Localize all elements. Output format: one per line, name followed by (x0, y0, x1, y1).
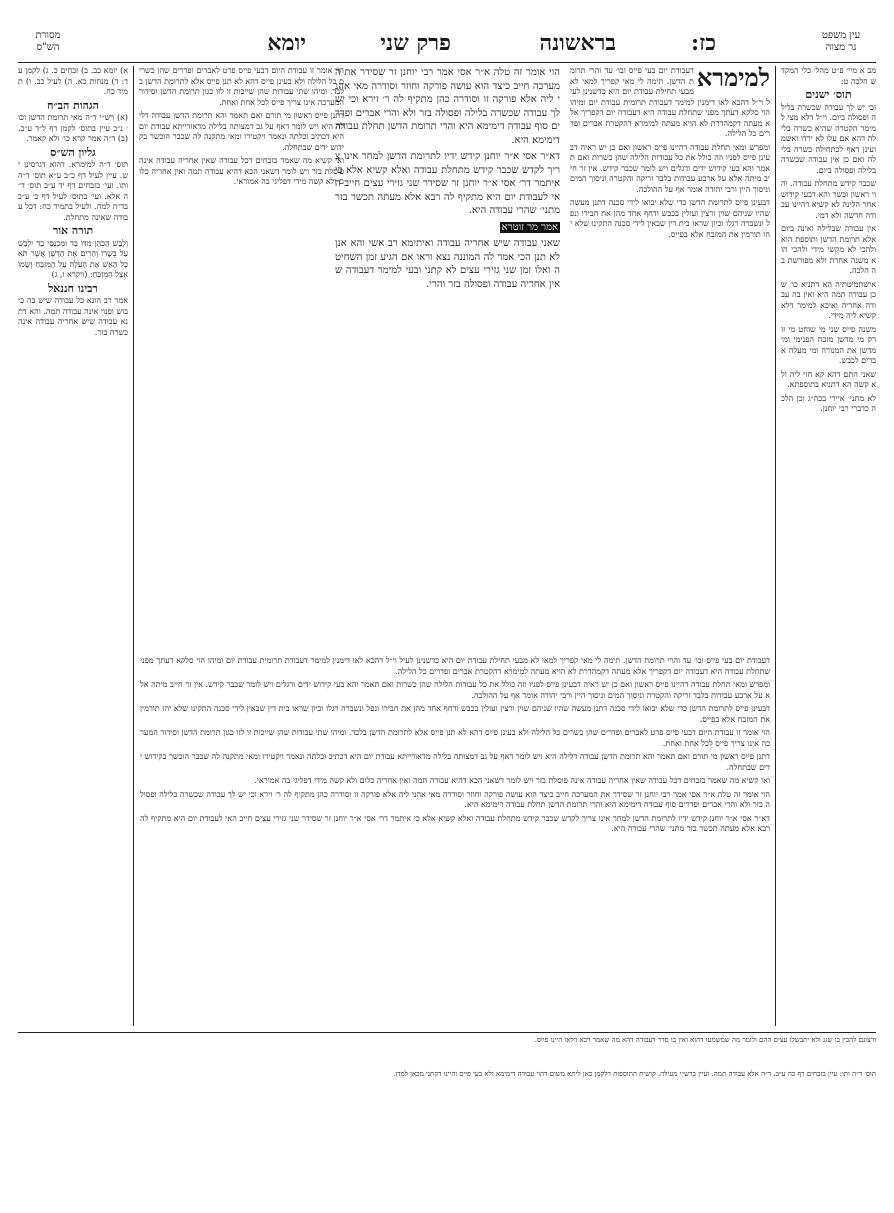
chapter-name: בראשונה (539, 30, 616, 56)
gilyon-title: גליון הש״ס (50, 145, 96, 159)
rashi-paragraph: הוי אומר זו עבודת היום דבעי פייס פרט לאברים ופדרים שהן כשרים כל הלילה ולא בעינן פייס דהא לא תנן פייס אלא לתרומת הדשן בלבד. ומיהו שתי עבודות שהן שייכות זו לזו כגון תרומת הדשן וסידור המערכה אינו צריך פייס לכל אחת ואחת. (139, 66, 344, 107)
gemara-column (335, 66, 560, 586)
footnote-rule (18, 1032, 876, 1033)
side-right-paragraph: שכבר קידש מתחלת עבודה. והוי ראשון וכשר והא דבעי קידוש אחר הלינה לא קשיא דהיינו עבודה חדשה ולא דמי. (781, 179, 876, 220)
ein-mishpat-entry: מב א מיי׳ פ״ט מהל׳ כלי המקדש הלכה ט: (781, 66, 876, 86)
rashi-column (139, 66, 344, 646)
left-divider (133, 66, 134, 1026)
rabbeinu-chananel-text: אמר רב הונא כל עבודה שיש בה כיבוש ופנוי אינה עבודה תמה. והא דתנא עבודה שיש אחריה עבודה אינה כשרה בזר. (18, 296, 128, 337)
lower-paragraph: דעבודת יום בעי פייס ובו׳ עד והרי תרומת הדשן. תימה לי מאי קפריך למאי לא מבעי תחילת עבודת יום היא כדשנינן לעיל וי״ל דהכא לאו דימנין למימר דעבודת תרומית עבודת יום ומיהו הוי סלקא דעתך מפני שתחלת עבודה היא דעבודה יום דקפריך אלא מעתה דקמהדרת לא הויא מעתה למימרא דהקטרת אברים ופדרים כל הלילה. (140, 656, 770, 676)
footnote-line-2: תוס׳ ד״ה ותו: עיין בזבחים דף כה ע״ב. ד״ה אלא עבודה תמה. ועיין ברש״י מעילה. קושית התוספות דלקמן כאן ליתא משום דהוי עבודה דימימא ולא בעי פייס והיינו דקתני מכאן למדו. (393, 1070, 876, 1078)
gemara-highlighted-phrase: אמר מר זוטרא (501, 221, 558, 233)
perek-label: פרק שני (380, 30, 451, 56)
lower-commentary-block (140, 656, 770, 1026)
rabbeinu-chananel-title: רבינו חננאל (48, 281, 98, 295)
lower-paragraph: הוי אומר זו עבודת היום דבעי פייס פרט לאברים ופדרים שהן כשרים כל הלילה ולא בעינן פייס דהא לא תנן פייס אלא לתרומת הדשן בלבד. ומיהו שתי עבודות שהן שייכות זו לזו כגון תרומת הדשן וסידור המערכה אינו צריך פייס לכל אחת ואחת. (140, 728, 770, 748)
side-right-paragraph: לא מתני׳ איירי בכה״ג וכן הלכה כדברי רבי יוחנן. (781, 393, 876, 413)
masoret-notes: א) יומא כב. ב) זבחים כ. ג) לקמן עד: ד) מנחות כא. ה) לעיל כב. ו) תמיד כח. (18, 66, 128, 96)
lower-paragraph: דבעינן פייס לתרומת הדשן כדי שלא יבואו לידי סכנה דתנן מעשה שהיו שניהם שוין ורצין ועולין בכבש ודחף אחד מהן את חבירו ונפל ונשברה רגלו וכיון שראו בית דין שבאין לידי סכנה התקינו שלא יהו תורמין את המזבח אלא בפייס. (140, 704, 770, 724)
tosafot-yeshanim-title: תוס׳ ישנים (805, 88, 852, 101)
rashi-paragraph: ואי קשיא מה שאמר בזבחים דכל עבודה שאין אחריה עבודה אינה פוסלת בזר ויש לומר דשאני הכא דהיא עבודה תמה ואין אחריה כלום ולא קשה מידי דפליגי בה אמוראי. (139, 156, 344, 186)
page-number: כז: (690, 30, 716, 56)
tractate-name: יומא (267, 30, 306, 56)
header-rule (18, 62, 876, 63)
left-margin-column (18, 66, 128, 1026)
lower-paragraph: ואי קשיא מה שאמר בזבחים דכל עבודה שאין אחריה עבודה אינה פוסלת בזר ויש לומר דשאני הכא דהיא עבודה תמה ואין אחריה כלום ולא קשה מידי דפליגי בה אמוראי. (254, 776, 770, 785)
lower-paragraph: דא״ר אסי א״ר יוחנן קידש ידיו לתרומת הדשן למחר אינו צריך לקדש שכבר קידש מתחלת עבודה ואלא קשיא אלא כי איתמר דר׳ אסי א״ר יוחנן זר שסידר שני גזירי עצים חייב האי לעבודת יום היא מתקיף לה רבא אלא מעתה תכשר בזר מתני׳ שהרי עבודה היא. (140, 813, 770, 833)
gilyon-text: תוס׳ ד״ה למימרא. דהוא דגרסינן יש. עיין לעיל דף כ״ב ע״א תוס׳ ד״ה ותו. ועי׳ בזבחים דף יד ע״ב תוס׳ ד״ה אלא. ועי׳ בתוס׳ לעיל דף כ׳ ע״ב בד״ה למה. ולעיל בתמיד כח: דכל עבודה שאינה מתחלת. (18, 160, 128, 222)
side-right-paragraph: אישתמיטתיה הא דתניא כו׳ שכן עבודה תמה היא ואין בה עבודה אחריה ואיכא למימר דלא קשיא ליה מידי. (781, 279, 876, 320)
ein-mishpat-heading: עין משפט נר מצוה (821, 30, 861, 53)
torah-or-text: וְלָבַשׁ הַכֹּהֵן מִדּוֹ בַד וּמִכְנְסֵי בַד יִלְבַּשׁ עַל בְּשָׂרוֹ וְהֵרִים אֶת הַדֶּשֶׁן אֲשֶׁר תֹּאכַל הָאֵשׁ אֶת הָעֹלָה עַל הַמִּזְבֵּחַ וְשָׂמוֹ אֵצֶל הַמִּזְבֵּחַ: (ויקרא ו, ג) (18, 238, 128, 279)
side-right-paragraph: אין עבודה שבלילה ואינה ביום אלא תרומת הדשן ותוספת הוא ולהכי לא מקשי מידי ולהכי הוא משנה אחרת ולא מפורשת בה הלכה. (781, 224, 876, 275)
tosafot-paragraph: דבעינן פייס לתרומת הדשן כדי שלא יבואו לידי סכנה דתנן מעשה שהיו שניהם שוין ורצין ועולין בכבש ודחף אחד מהן את חבירו ונפל ונשברה רגלו וכיון שראו בית דין שבאין לידי סכנה התקינו שלא יהו תורמין את המזבח אלא בפייס. (570, 198, 770, 239)
masoret-heading: מסורת הש"ס (35, 30, 61, 53)
gemara-paragraph: דא״ר אסי א״ר יוחנן קידש ידיו לתרומת הדשן למחר אינו צריך לקדש שכבר קידש מתחלת עבודה ואלא קשיא אלא כי איתמר דר׳ אסי א״ר יוחנן זר שסידר שני גזירי עצים חייב האי לעבודת יום היא מתקיף לה רבא אלא מעתה תכשר בזר מתני׳ שהרי עבודה היא. (335, 151, 560, 216)
rashi-paragraph: דתנן פייס ראשון מי תורם ואם תאמר והא תרומת הדשן עבודה דלילה היא ויש לומר דאף על גב דמצותה בלילה מדאורייתא עבודת יום היא דכתיב וכלתה ונאמר ויקטירו ומאי מתקנה לה שכבר הוכשר בקידוש ידים שבתחלה. (139, 111, 344, 152)
lower-paragraph: ומפרש ומאי תחלת עבודה דהיינו פייס ראשון ואם כן יש ראיה דבעינן פייס לפניו וזה כולל את כל עבודות הלילה שהן כשרות ואם תאמר והא בעי קידוש ידים ורגלים ויש לומר שכבר קידש. אין זר חייב מיתה אלא על ארבע עבודות בלבד זריקה והקטרה וניסוך המים וניסוך היין ורבי יהודה אומר אף על ההולכה. (140, 680, 770, 700)
hagahot-text: (א) רש״י ד״ה מאי תרומת הדשן וכו׳ נ״ב עיין בתוס׳ לקמן דף ל״ד ע״ב. (ב) ד״ה אמר קרא כו׳ ולא קאמר. (18, 113, 128, 143)
tosafot-opening-word: למימרא (696, 66, 770, 92)
torah-or-title: תורה אור (52, 224, 94, 237)
right-margin-column (781, 66, 876, 1026)
tosafot-column (570, 66, 770, 646)
tosafot-paragraph: דעבודת יום בעי פייס ובו׳ עד והרי תרומת הדשן. תימה לי מאי קפריך למאי לא מבעי תחילת עבודת יום היא כדשנינן לעיל וי״ל דהכא לאו דימנין למימר דעבודת תרומית עבודת יום ומיהו הוי סלקא דעתך מפני שתחלת עבודה היא דעבודה יום דקפריך אלא מעתה דקמהדרת לא הויא מעתה למימרא דהקטרת אברים ופדרים כל הלילה. (570, 66, 770, 138)
page-header (18, 30, 876, 60)
gemara-paragraph: הוי אומר זה טלה א״ר אסי אמר רבי יוחנן זר שסידר את המערכה חייב כיצד הוא עושה פורקה וחוזר וסודרה מאי אהני ליה אלא פורקה זו וסודרה כהן מתקיף לה ר׳ זירא וכי יש לך עבודה שכשרה בלילה ופסולה בזר ולא והרי אברים ופדרים סוף עבודה דימימא היא והרי תרומת הדשן תחלת עבודה דימימא היא. (335, 67, 560, 146)
right-divider (775, 66, 776, 1026)
lower-paragraph: הוי אומר זה טלה א״ר אסי אמר רבי יוחנן זר שסידר את המערכה חייב כיצד הוא עושה פורקה וחוזר וסודרה מאי אהני ליה אלא פורקה זו וסודרה כהן מתקיף לה ר׳ זירא וכי יש לך עבודה שכשרה בלילה ופסולה בזר ולא והרי אברים ופדרים סוף עבודה דימימא היא והרי תרומת הדשן תחלת עבודה דימימא היא. (140, 789, 770, 809)
side-right-paragraph: משנה פייס שני מי שוחט מי זורק מי מדשן מזבח הפנימי ומי מדשן את המנורה ומי מעלה אברים לכבש. (781, 324, 876, 365)
gemara-paragraph: שאני עבודה שיש אחריה עבודה ואיתימא רב אשי והא אנן לא תנן הכי אמר לה המוננה נצא וראו אם הגיע זמן השחיטה ואלו זמן שני גזירי עצים לא קתני ובעי למימר דעבודה שאין אחריה עבודה ופסולה בזר והרי. (335, 238, 560, 290)
side-right-paragraph: וכי יש לך עבודה שכשרה בלילה ופסולה ביום. וי״ל דלא מצי למימר הקטרה שהיא כשרה בלילה דהא אם עלו לא ירדו ואשמועינן דאף לכתחילה כשרה בלילה ואם כן אין עבודה שכשרה בלילה ופסולה ביום. (781, 102, 876, 175)
side-right-paragraph: שאני התם דהא קא חזי ליה ולא קשה הא דתניא בתוספתא. (781, 369, 876, 389)
hagahot-title: הגהות הב״ח (47, 98, 99, 112)
gemara-highlight-wrap (335, 221, 560, 235)
footnote-line-1: ורצונם להכין בו שגג ולא יתבשלו עצים ההם ולומר מה שמשמעו דהוא ואין בו סדר דעבודה דהא מה שאמר רבא דלאו היינו פייס. (534, 1036, 876, 1044)
tosafot-paragraph: ומפרש ומאי תחלת עבודה דהיינו פייס ראשון ואם כן יש ראיה דבעינן פייס לפניו וזה כולל את כל עבודות הלילה שהן כשרות ואם תאמר והא בעי קידוש ידים ורגלים ויש לומר שכבר קידש. אין זר חייב מיתה אלא על ארבע עבודות בלבד זריקה והקטרה וניסוך המים וניסוך היין ורבי יהודה אומר אף על ההולכה. (570, 142, 770, 194)
lower-paragraph: דתנן פייס ראשון מי תורם ואם תאמר והא תרומת הדשן עבודה דלילה היא ויש לומר דאף על גב דמצותה בלילה מדאורייתא עבודת יום היא דכתיב וכלתה ונאמר ויקטירו ומאי מתקנה לה שכבר הוכשר בקידוש ידים שבתחלה. (140, 752, 770, 772)
